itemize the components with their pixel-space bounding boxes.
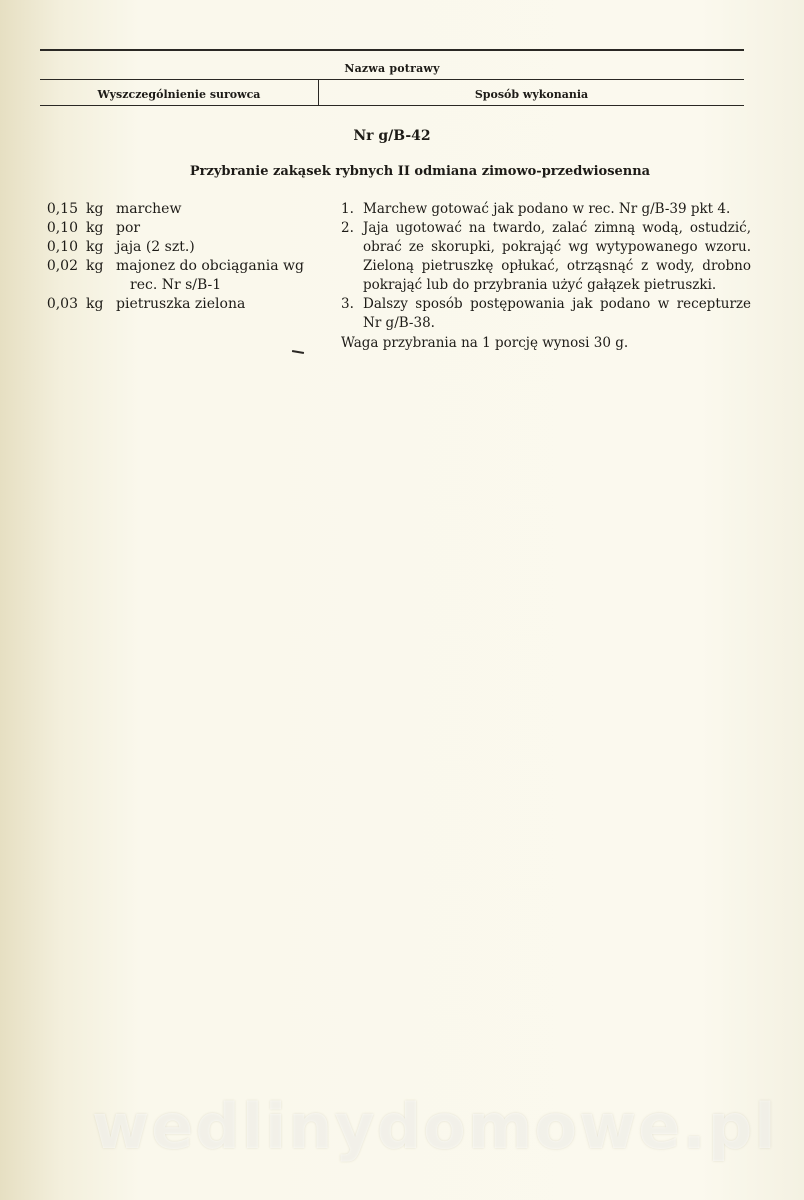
ingredient-name: por [116, 220, 141, 236]
ingredient-name: jaja (2 szt.) [116, 239, 195, 255]
step-text: Jaja ugotować na twardo, zalać zimną wodą, ostudzić, obrać ze skorupki, pokrająć wg wytypowanego wzoru. Zieloną pietruszkę opłukać, otrząsnąć z wody, drobno pokrająć lub do przybrania użyć gałązek pietruszki. [363, 220, 751, 293]
header-divider [40, 79, 744, 80]
ingredient-unit: kg [86, 239, 104, 255]
ingredient-row [40, 200, 330, 219]
step-number: 3. [341, 296, 354, 312]
ingredient-name-continuation: rec. Nr s/B-1 [130, 277, 222, 293]
step-number: 1. [341, 201, 354, 217]
ingredient-unit: kg [86, 258, 104, 274]
ingredient-qty: 0,03 [46, 296, 78, 312]
ingredient-row [40, 257, 330, 276]
ingredient-unit: kg [86, 296, 104, 312]
ingredient-qty: 0,10 [46, 220, 78, 236]
ingredient-qty: 0,10 [46, 239, 78, 255]
method-step [341, 200, 751, 219]
recipe-title: Przybranie zakąsek rybnych II odmiana zimowo-przedwiosenna [189, 164, 651, 179]
ingredient-row-continuation [40, 276, 330, 295]
step-text: Dalszy sposób postępowania jak podano w recepturze Nr g/B-38. [363, 296, 751, 331]
ingredient-row [40, 295, 330, 314]
site-watermark: wedlinydomowe.pl [92, 1090, 778, 1163]
step-number: 2. [341, 220, 354, 236]
ingredient-name: majonez do obciągania wg [116, 258, 304, 274]
ingredient-row [40, 219, 330, 238]
ingredients-header: Wyszczególnienie surowca [97, 88, 261, 101]
ingredient-row [40, 238, 330, 257]
ingredient-name: marchew [116, 201, 182, 217]
ingredient-name: pietruszka zielona [116, 296, 246, 312]
method-step [341, 219, 751, 295]
portion-weight-note: Waga przybrania na 1 porcję wynosi 30 g. [341, 335, 629, 351]
ingredient-unit: kg [86, 220, 104, 236]
method-header: Sposób wykonania [474, 88, 589, 101]
ingredient-unit: kg [86, 201, 104, 217]
top-rule [40, 49, 744, 51]
method-step [341, 295, 751, 333]
step-text: Marchew gotować jak podano w rec. Nr g/B-39 pkt 4. [363, 201, 731, 217]
ingredient-qty: 0,15 [46, 201, 78, 217]
recipe-number: Nr g/B-42 [353, 128, 431, 144]
ink-mark [292, 350, 304, 354]
ingredients-list [40, 200, 330, 314]
ingredient-qty: 0,02 [46, 258, 78, 274]
dish-name-header: Nazwa potrawy [344, 62, 440, 75]
method-steps [341, 200, 751, 353]
header-bottom-rule [40, 105, 744, 106]
